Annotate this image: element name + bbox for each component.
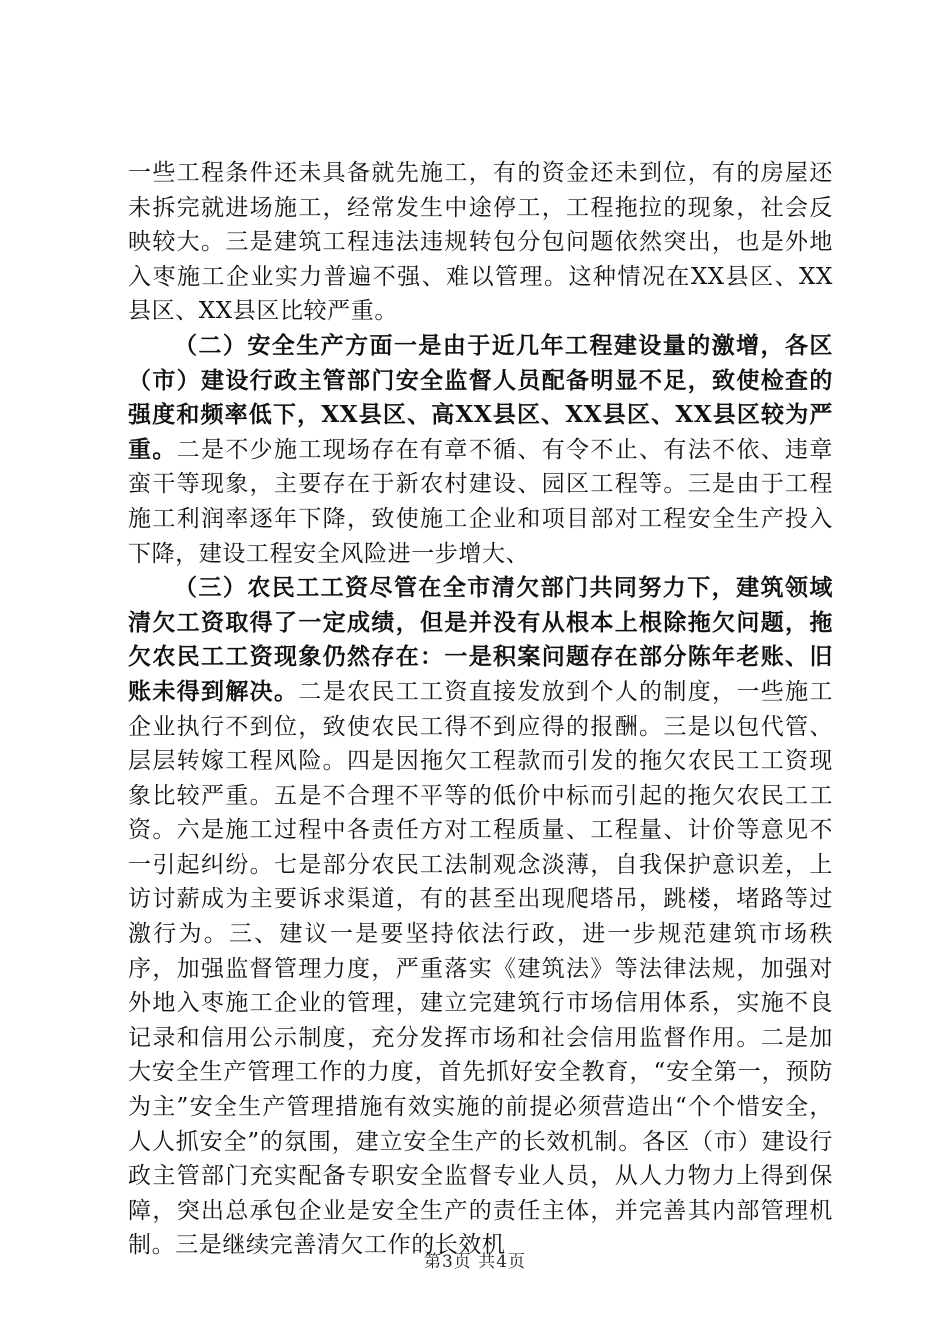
paragraph-safety-production [128,329,833,571]
paragraph-migrant-wages [128,571,833,1263]
paragraph-continuation [128,156,833,329]
paragraph-text: 二是不少施工现场存在有章不循、有令不止、有法不依、违章蛮干等现象，主要存在于新农村建设、园区工程等。三是由于工程施工利润率逐年下降，致使施工企业和项目部对工程安全生产投入下降，建设工程安全风险进一步增大、 [128,436,833,567]
paragraph-text: 二是农民工工资直接发放到个人的制度，一些施工企业执行不到位，致使农民工得不到应得的报酬。三是以包代管、层层转嫁工程风险。四是因拖欠工程款而引发的拖欠农民工工资现象比较严重。五是不合理不平等的低价中标而引起的拖欠农民工工资。六是施工过程中各责任方对工程质量、工程量、计价等意见不一引起纠纷。七是部分农民工法制观念淡薄，自我保护意识差，上访讨薪成为主要诉求渠道，有的甚至出现爬塔吊，跳楼，堵路等过激行为。三、建议一是要坚持依法行政，进一步规范建筑市场秩序，加强监督管理力度，严重落实《建筑法》等法律法规，加强对外地入枣施工企业的管理，建立完建筑行市场信用体系，实施不良记录和信用公示制度，充分发挥市场和社会信用监督作用。二是加大安全生产管理工作的力度，首先抓好安全教育，“安全第一，预防为主”安全生产管理措施有效实施的前提必须营造出“个个惜安全，人人抓安全”的氛围，建立安全生产的长效机制。各区（市）建设行政主管部门充实配备专职安全监督专业人员，从人力物力上得到保障，突出总承包企业是安全生产的责任主体，并完善其内部管理机制。三是继续完善清欠工作的长效机 [128,678,834,1259]
paragraph-text: 一些工程条件还未具备就先施工，有的资金还未到位，有的房屋还未拆完就进场施工，经常发生中途停工，工程拖拉的现象，社会反映较大。三是建筑工程违法违规转包分包问题依然突出，也是外地入枣施工企业实力普遍不强、难以管理。这种情况在XX县区、XX县区、XX县区比较严重。 [128,160,833,325]
page-footer [0,1247,950,1272]
page-number: 第3页 共4页 [423,1252,527,1272]
paragraph-lead-bold: （三）农民工工资尽管在全市清欠部门共同努力下，建筑领域清欠工资取得了一定成绩，但是并没有从根本上根除拖欠问题，拖欠农民工工资现象仍然存在：一是积案问题存在部分陈年老账、旧账未得到解决。 [128,574,833,705]
document-body [128,156,833,1263]
paragraph-lead-bold: （二）安全生产方面一是由于近几年工程建设量的激增，各区（市）建设行政主管部门安全监督人员配备明显不足，致使检查的强度和频率低下，XX县区、高XX县区、XX县区、XX县区较为严重。 [128,331,833,463]
